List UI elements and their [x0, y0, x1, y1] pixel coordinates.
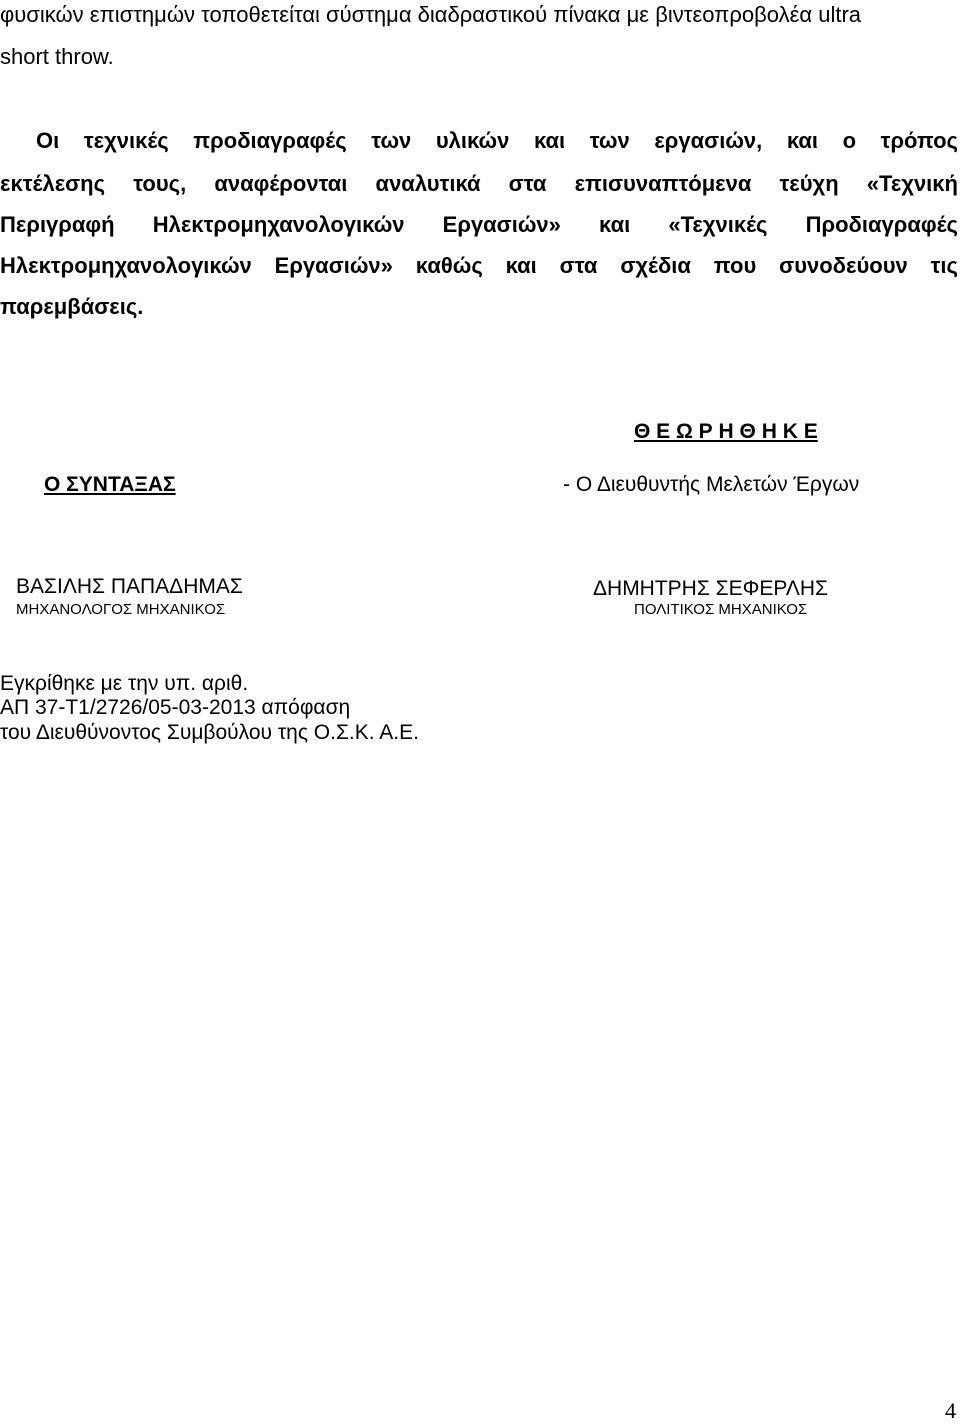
intro-line-1: φυσικών επιστημών τοποθετείται σύστημα διαδραστικού πίνακα με βιντεοπροβολέα ultra	[0, 2, 862, 27]
director-title: - Ο Διευθυντής Μελετών Έργων	[563, 473, 860, 496]
approval-line-1: Εγκρίθηκε με την υπ. αριθ.	[0, 672, 249, 695]
page-number: 4	[945, 1398, 956, 1423]
composer-name: ΒΑΣΙΛΗΣ ΠΑΠΑΔΗΜΑΣ	[16, 575, 243, 598]
approval-line-2: ΑΠ 37-Τ1/2726/05-03-2013 απόφαση	[0, 696, 351, 719]
specs-line-1: Οι τεχνικές προδιαγραφές των υλικών και των εργασιών, και ο τρόπος	[36, 128, 958, 153]
reviewed-heading: Θ Ε Ω Ρ Η Θ Η Κ Ε	[634, 420, 818, 443]
specs-line-3: Περιγραφή Ηλεκτρομηχανολογικών Εργασιών» και «Τεχνικές Προδιαγραφές	[0, 212, 958, 237]
director-name: ΔΗΜΗΤΡΗΣ ΣΕΦΕΡΛΗΣ	[593, 577, 829, 600]
intro-line-2: short throw.	[0, 44, 114, 69]
specs-line-4: Ηλεκτρομηχανολογικών Εργασιών» καθώς και στα σχέδια που συνοδεύουν τις	[0, 253, 958, 278]
specs-line-2: εκτέλεσης τους, αναφέρονται αναλυτικά στα επισυναπτόμενα τεύχη «Τεχνική	[0, 171, 958, 196]
director-role: ΠΟΛΙΤΙΚΟΣ ΜΗΧΑΝΙΚΟΣ	[634, 601, 808, 618]
approval-line-3: του Διευθύνοντος Συμβούλου της Ο.Σ.Κ. Α.Ε.	[0, 721, 419, 744]
composer-heading: Ο ΣΥΝΤΑΞΑΣ	[44, 473, 176, 496]
composer-role: ΜΗΧΑΝΟΛΟΓΟΣ ΜΗΧΑΝΙΚΟΣ	[16, 601, 226, 618]
specs-line-5: παρεμβάσεις.	[0, 294, 144, 319]
